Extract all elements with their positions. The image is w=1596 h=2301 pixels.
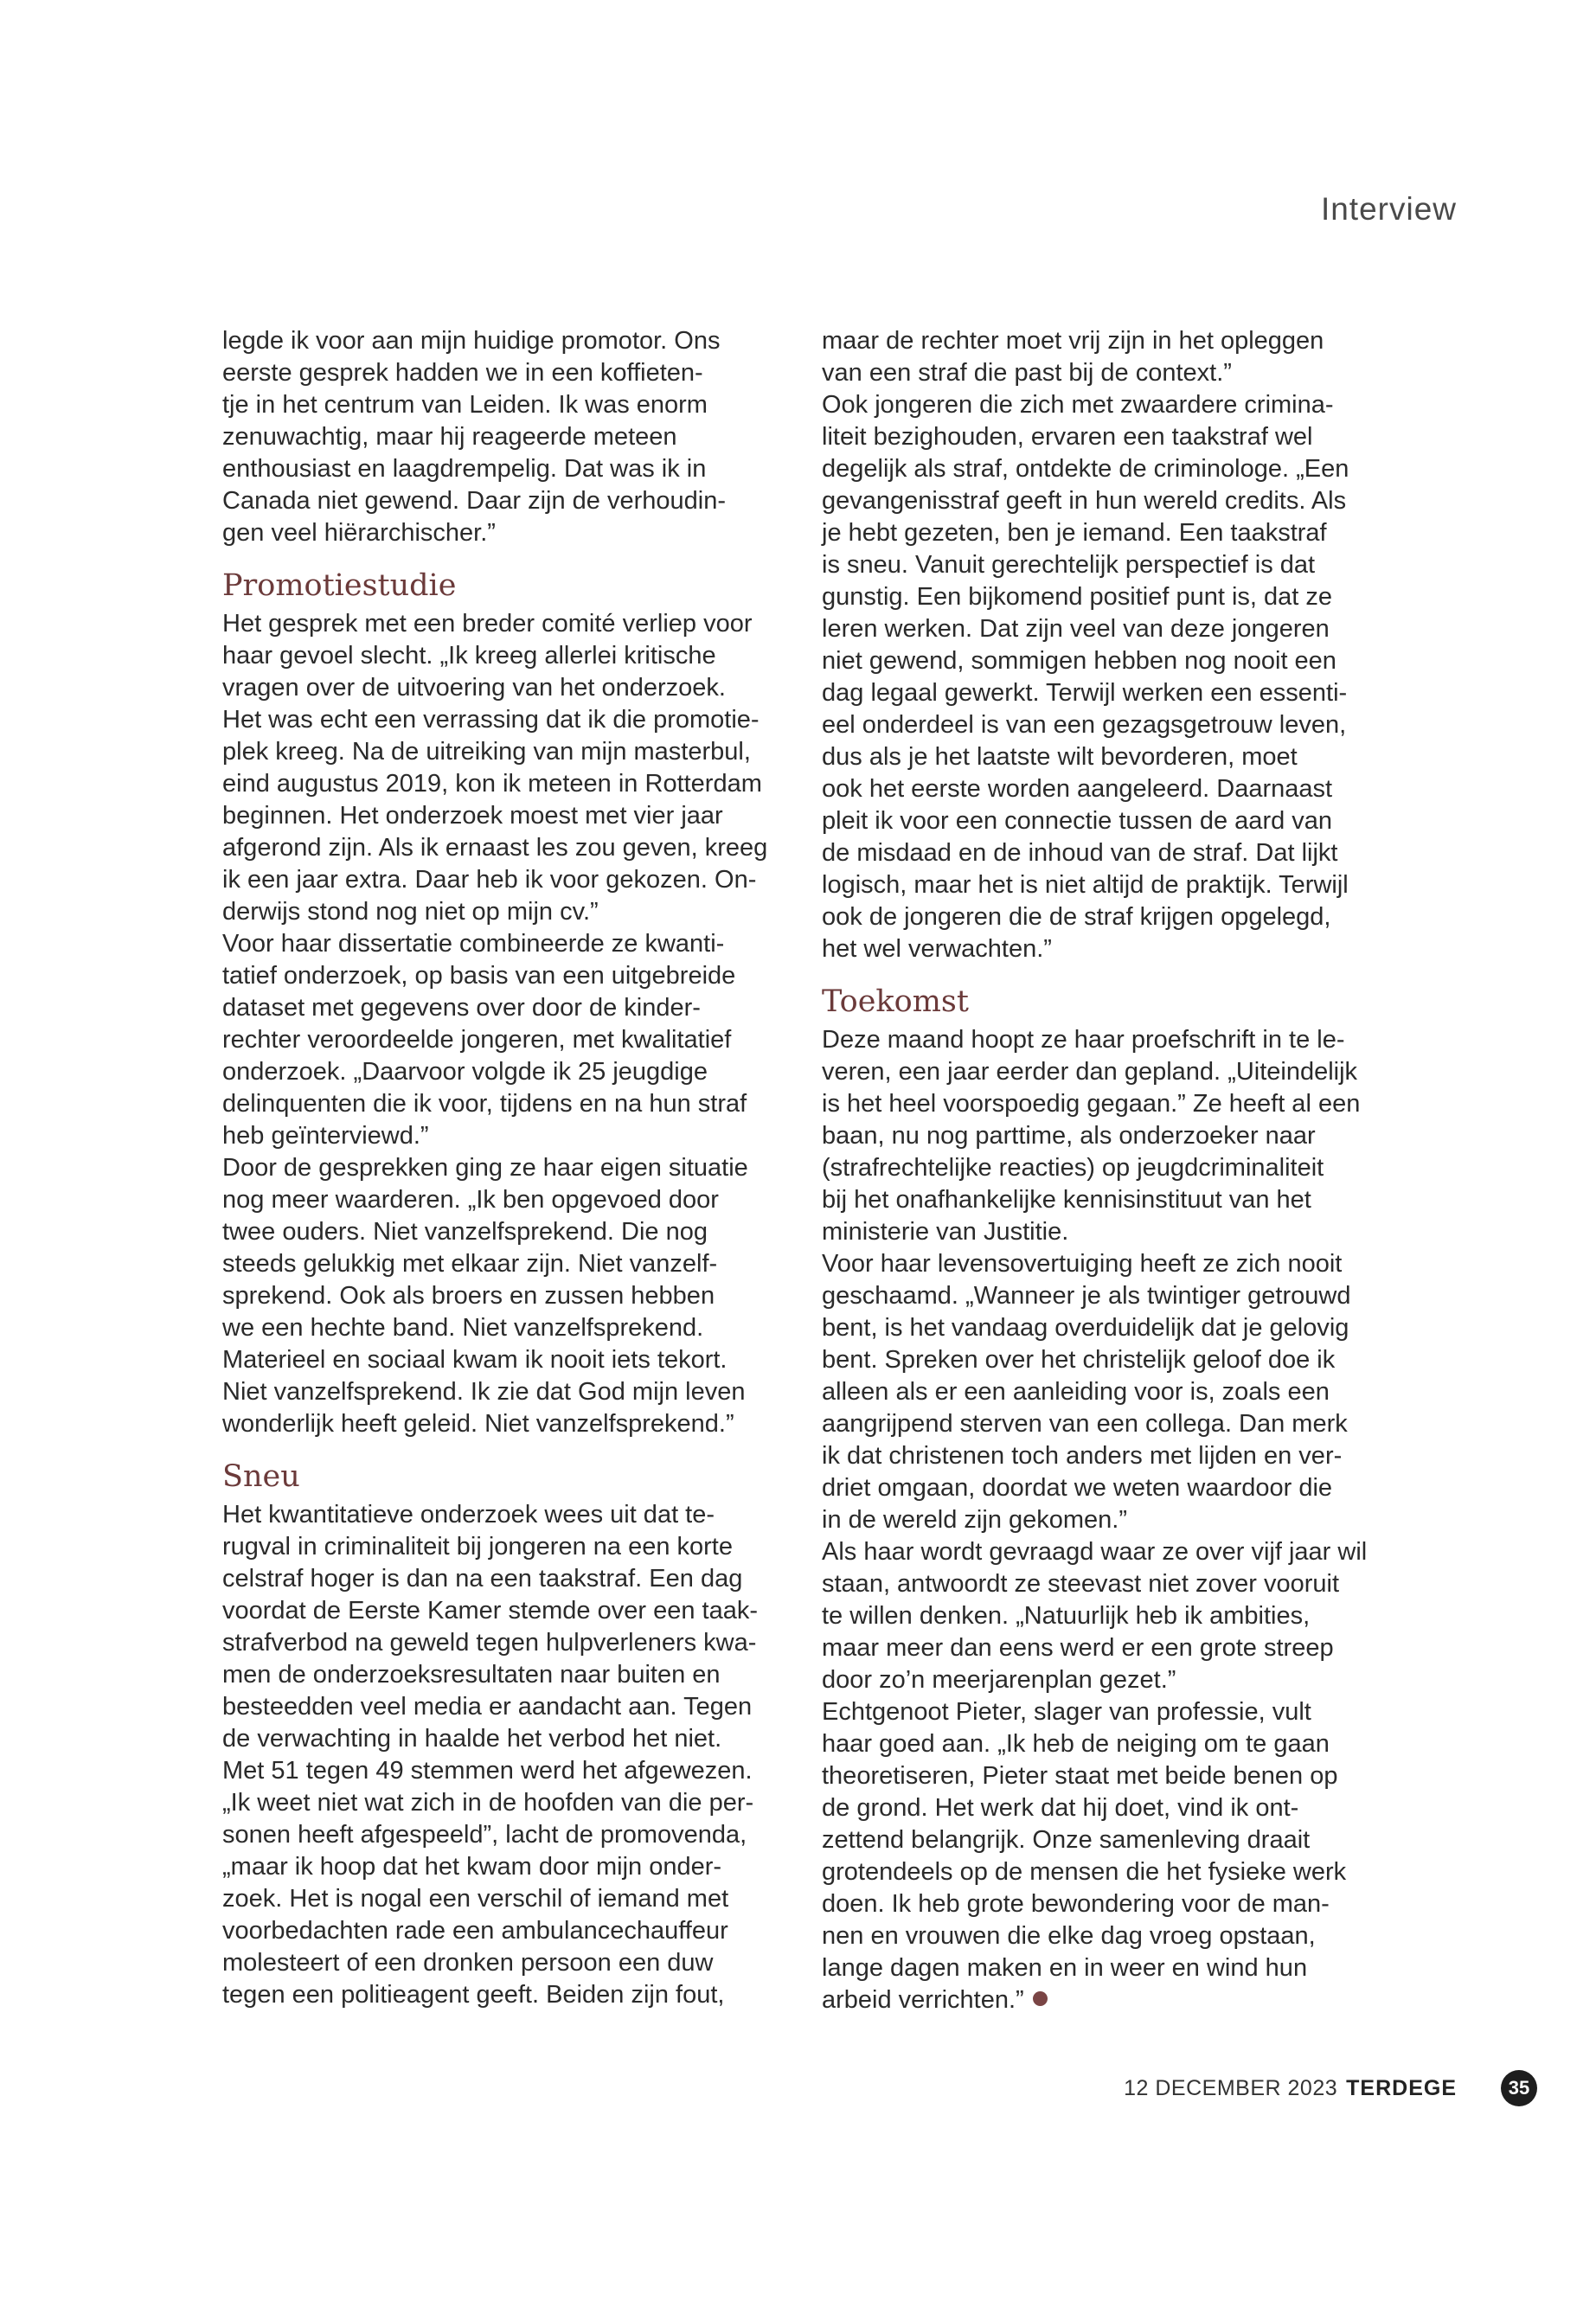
page-number: 35 — [1501, 2070, 1537, 2106]
magazine-name: TERDEGE — [1346, 2076, 1457, 2100]
paragraph: Voor haar levensovertuiging heeft ze zich nooit geschaamd. „Wanneer je als twintiger getrouwd bent, is het vandaag overduidelijk dat je gelovig bent. Spreken over het christelijk geloof doe ik alleen als er een aanleiding voor is, zoals een aangrijpend sterven van een collega. Dan merk ik dat christenen toch anders met lijden en ver- driet omgaan, doordat we weten waardoor die in de wereld zijn gekomen.” — [822, 1250, 1351, 1534]
paragraph: legde ik voor aan mijn huidige promotor. Ons eerste gesprek hadden we in een koffieten- tje in het centrum van Leiden. Ik was enorm zenuwachtig, maar hij reageerde meteen enthousiast en laagdrempelig. Dat was ik in Canada niet gewend. Daar zijn de verhoudin- gen veel hiërarchischer.” — [222, 327, 726, 547]
paragraph: maar de rechter moet vrij zijn in het opleggen van een straf die past bij de context.” — [822, 327, 1324, 387]
footer — [1124, 2076, 1457, 2101]
final-paragraph-text: Echtgenoot Pieter, slager van professie, vult haar goed aan. „Ik heb de neiging om te gaan theoretiseren, Pieter staat met beide benen op de grond. Het werk dat hij doet, vind ik ont- zettend belangrijk. Onze samenleving draait grotendeels op de mensen die het fysieke werk doen. Ik heb grote bewondering voor de man- nen en vrouwen die elke dag vroeg opstaan, lange dagen maken en in weer en wind hun arbeid verrichten.” — [822, 1698, 1347, 2014]
subheading-toekomst: Toekomst — [822, 984, 969, 1019]
paragraph: Deze maand hoopt ze haar proefschrift in te le- veren, een jaar eerder dan gepland. „Uiteindelijk is het heel voorspoedig gegaan.” Ze heeft al een baan, nu nog parttime, als onderzoeker naar (strafrechtelijke reacties) op jeugdcriminaliteit bij het onafhankelijke kennisinstituut van het ministerie van Justitie. — [822, 1026, 1361, 1246]
right-column — [822, 325, 1393, 2016]
end-mark-icon — [1033, 1991, 1048, 2006]
issue-date: 12 DECEMBER 2023 — [1124, 2076, 1338, 2100]
left-column — [222, 325, 793, 2011]
section-label: Interview — [1320, 191, 1457, 227]
paragraph: Door de gesprekken ging ze haar eigen situatie nog meer waarderen. „Ik ben opgevoed door twee ouders. Niet vanzelfsprekend. Die nog steeds gelukkig met elkaar zijn. Niet vanzelf- sprekend. Ook als broers en zussen hebben we een hechte band. Niet vanzelfsprekend. Materieel en sociaal kwam ik nooit iets tekort. Niet vanzelfsprekend. Ik zie dat God mijn leven wonderlijk heeft geleid. Niet vanzelfsprekend.” — [222, 1154, 748, 1438]
paragraph: Het kwantitatieve onderzoek wees uit dat te- rugval in criminaliteit bij jongeren na een korte celstraf hoger is dan na een taakstraf. Een dag voordat de Eerste Kamer stemde over een taak- strafverbod na geweld tegen hulpverleners kwa- men de onderzoeksresultaten naar buiten en besteedden veel media er aandacht aan. Tegen de verwachting in haalde het verbod het niet. Met 51 tegen 49 stemmen werd het afgewezen. „Ik weet niet wat zich in de hoofden van die per- sonen heeft afgespeeld”, lacht de promovenda, „maar ik hoop dat het kwam door mijn onder- zoek. Het is nogal een verschil of iemand met voorbedachten rade een ambulancechauffeur molesteert of een dronken persoon een duw tegen een politieagent geeft. Beiden zijn fout, — [222, 1501, 758, 2009]
paragraph: Voor haar dissertatie combineerde ze kwanti- tatief onderzoek, op basis van een uitgebreide dataset met gegevens over door de kinder- rechter veroordeelde jongeren, met kwalitatief onderzoek. „Daarvoor volgde ik 25 jeugdige delinquenten die ik voor, tijdens en na hun straf heb geïnterviewd.” — [222, 930, 747, 1150]
final-paragraph — [822, 1696, 1393, 2016]
subheading-promotiestudie: Promotiestudie — [222, 568, 457, 603]
paragraph: Het gesprek met een breder comité verliep voor haar gevoel slecht. „Ik kreeg allerlei kritische vragen over de uitvoering van het onderzoek. Het was echt een verrassing dat ik die promotie- plek kreeg. Na de uitreiking van mijn masterbul, eind augustus 2019, kon ik meteen in Rotterdam beginnen. Het onderzoek moest met vier jaar afgerond zijn. Als ik ernaast les zou geven, kreeg ik een jaar extra. Daar heb ik voor gekozen. On- derwijs stond nog niet op mijn cv.” — [222, 610, 768, 926]
paragraph: Als haar wordt gevraagd waar ze over vijf jaar wil staan, antwoordt ze steevast niet zover vooruit te willen denken. „Natuurlijk heb ik ambities, maar meer dan eens werd er een grote streep door zo’n meerjarenplan gezet.” — [822, 1538, 1368, 1694]
paragraph: Ook jongeren die zich met zwaardere crimina- liteit bezighouden, ervaren een taakstraf wel degelijk als straf, ontdekte de criminologe. „Een gevangenisstraf geeft in hun wereld credits. Als je hebt gezeten, ben je iemand. Een taakstraf is sneu. Vanuit gerechtelijk perspectief is dat gunstig. Een bijkomend positief punt is, dat ze leren werken. Dat zijn veel van deze jongeren niet gewend, sommigen hebben nog nooit een dag legaal gewerkt. Terwijl werken een essenti- eel onderdeel is van een gezagsgetrouw leven, dus als je het laatste wilt bevorderen, moet ook het eerste worden aangeleerd. Daarnaast pleit ik voor een connectie tussen de aard van de misdaad en de inhoud van de straf. Dat lijkt logisch, maar het is niet altijd de praktijk. Terwijl ook de jongeren die de straf krijgen opgelegd, het wel verwachten.” — [822, 391, 1349, 963]
subheading-sneu: Sneu — [222, 1459, 300, 1494]
